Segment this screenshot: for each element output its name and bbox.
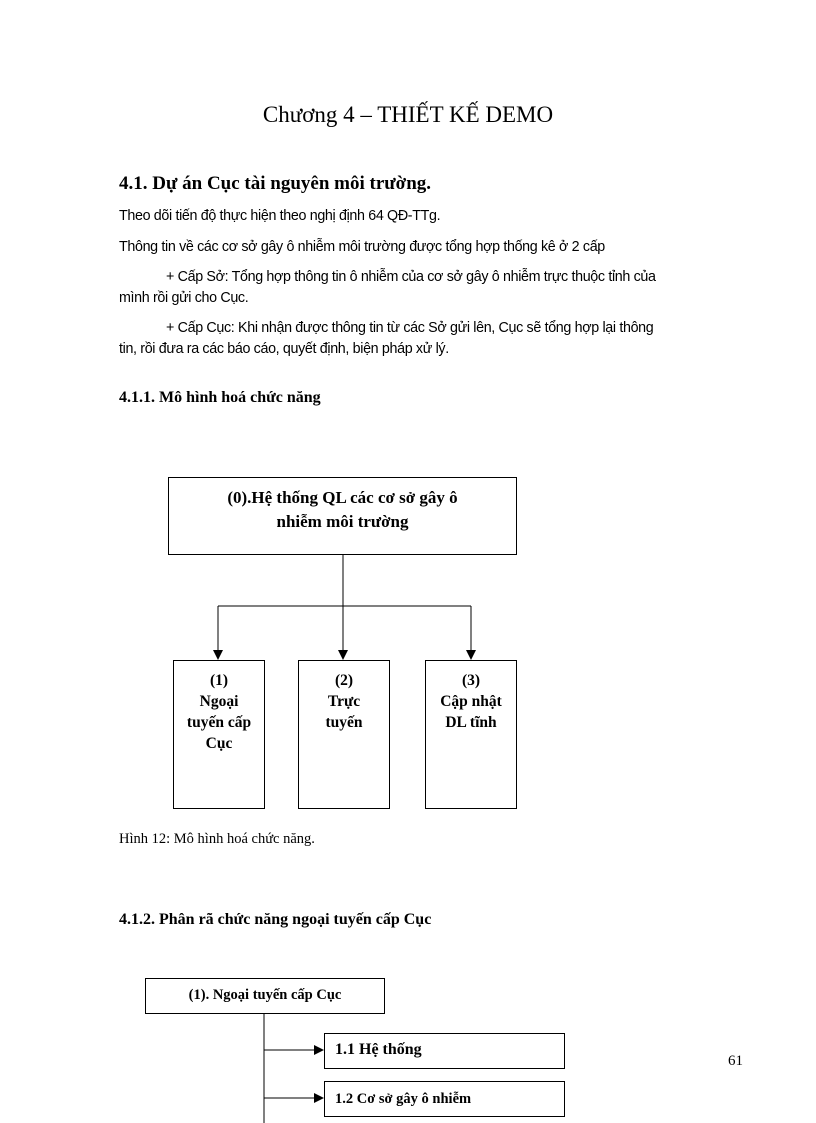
item-cap-so-line2: mình rồi gửi cho Cục. [119, 290, 249, 306]
function-number: (1) [209, 672, 229, 689]
root-function-box [168, 477, 517, 555]
arrow-down-1 [213, 650, 223, 660]
section-heading-4-1-2: 4.1.2. Phân rã chức năng ngoại tuyến cấp Cục [119, 911, 432, 928]
section-heading-4-1-1: 4.1.1. Mô hình hoá chức năng [119, 389, 321, 406]
paragraph-decree: Theo dõi tiến độ thực hiện theo nghị định 64 QĐ-TTg. [119, 208, 441, 224]
chapter-title: Chương 4 – THIẾT KẾ DEMO [262, 102, 554, 127]
decomposition-root-label: (1). Ngoại tuyến cấp Cục [188, 987, 342, 1003]
item-cap-so-line1: + Cấp Sở: Tổng hợp thông tin ô nhiễm của cơ sở gây ô nhiễm trực thuộc tỉnh của [166, 269, 656, 285]
decomposition-root-box [145, 978, 385, 1014]
page-number: 61 [728, 1053, 743, 1069]
arrow-down-3 [466, 650, 476, 660]
function-label-line: Ngoại [199, 693, 239, 710]
paragraph-levels: Thông tin về các cơ sở gây ô nhiễm môi trường được tổng hợp thống kê ở 2 cấp [119, 239, 605, 255]
item-cap-cuc-line1: + Cấp Cục: Khi nhận được thông tin từ các Sở gửi lên, Cục sẽ tổng hợp lại thông [166, 320, 654, 336]
figure-caption: Hình 12: Mô hình hoá chức năng. [119, 831, 315, 847]
function-label-line: tuyến [325, 714, 363, 731]
root-function-line1: (0).Hệ thống QL các cơ sở gây ô [227, 488, 458, 507]
sub-function-box-1-1 [324, 1033, 565, 1069]
function-label-line: Cập nhật [440, 693, 502, 710]
arrow-down-2 [338, 650, 348, 660]
function-box-1 [173, 660, 265, 809]
function-number: (2) [334, 672, 354, 689]
sub-function-label: 1.2 Cơ sở gây ô nhiễm [335, 1091, 472, 1107]
function-label-line: Trực [327, 693, 361, 710]
function-number: (3) [461, 672, 481, 689]
arrow-right-1 [314, 1045, 324, 1055]
item-cap-cuc-line2: tin, rồi đưa ra các báo cáo, quyết định, biện pháp xử lý. [119, 341, 449, 357]
function-box-3 [425, 660, 517, 809]
function-label-line: Cục [205, 735, 233, 752]
arrow-right-2 [314, 1093, 324, 1103]
root-function-line2: nhiễm môi trường [276, 512, 409, 531]
function-label-line: DL tĩnh [445, 714, 497, 731]
sub-function-label: 1.1 Hệ thống [335, 1041, 422, 1058]
sub-function-box-1-2 [324, 1081, 565, 1117]
function-label-line: tuyến cấp [186, 714, 252, 731]
section-heading-4-1: 4.1. Dự án Cục tài nguyên môi trường. [119, 173, 432, 194]
function-box-2 [298, 660, 390, 809]
